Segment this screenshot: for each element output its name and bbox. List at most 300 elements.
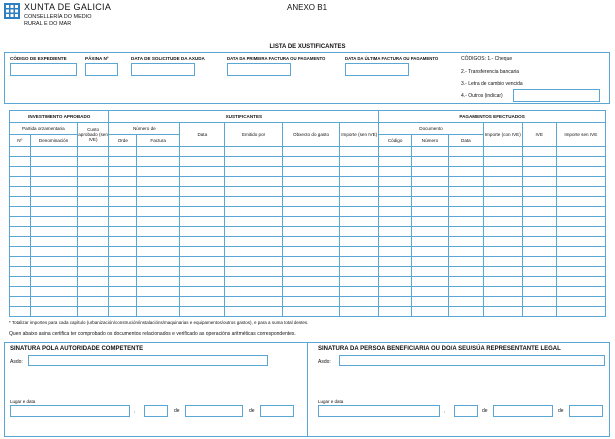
table-cell[interactable] [10, 177, 31, 187]
table-cell[interactable] [340, 307, 379, 317]
table-cell[interactable] [180, 217, 225, 227]
table-cell[interactable] [180, 297, 225, 307]
table-cell[interactable] [556, 177, 605, 187]
pagina-input[interactable] [85, 63, 118, 76]
table-cell[interactable] [340, 237, 379, 247]
table-cell[interactable] [137, 247, 180, 257]
table-cell[interactable] [282, 297, 339, 307]
table-cell[interactable] [109, 147, 137, 157]
table-cell[interactable] [282, 167, 339, 177]
outros-input[interactable] [513, 89, 600, 102]
table-cell[interactable] [448, 147, 483, 157]
table-cell[interactable] [109, 287, 137, 297]
table-cell[interactable] [522, 187, 556, 197]
table-cell[interactable] [412, 147, 449, 157]
table-cell[interactable] [448, 297, 483, 307]
table-cell[interactable] [109, 307, 137, 317]
table-cell[interactable] [448, 257, 483, 267]
right-de-1: de [482, 408, 488, 414]
table-cell[interactable] [522, 217, 556, 227]
table-cell[interactable] [340, 207, 379, 217]
table-cell[interactable] [483, 237, 522, 247]
table-cell[interactable] [522, 277, 556, 287]
right-day-input[interactable] [454, 405, 478, 417]
table-cell[interactable] [340, 277, 379, 287]
right-year-input[interactable] [569, 405, 603, 417]
table-cell[interactable] [137, 177, 180, 187]
table-cell[interactable] [137, 187, 180, 197]
table-cell[interactable] [483, 157, 522, 167]
table-cell[interactable] [30, 157, 77, 167]
primeira-factura-label: DATA DA PRIMEIRA FACTURA OU PAGAMENTO [227, 56, 326, 61]
table-row [10, 227, 606, 237]
table-cell[interactable] [109, 277, 137, 287]
left-de-2: de [249, 408, 255, 414]
table-cell[interactable] [483, 177, 522, 187]
table-cell[interactable] [10, 277, 31, 287]
left-de-1: de [174, 408, 180, 414]
table-cell[interactable] [412, 237, 449, 247]
table-cell[interactable] [412, 307, 449, 317]
table-row [10, 247, 606, 257]
table-cell[interactable] [109, 167, 137, 177]
table-cell[interactable] [522, 207, 556, 217]
table-cell[interactable] [180, 287, 225, 297]
table-cell[interactable] [225, 287, 282, 297]
table-cell[interactable] [412, 157, 449, 167]
table-cell[interactable] [77, 187, 109, 197]
table-cell[interactable] [109, 177, 137, 187]
table-cell[interactable] [340, 287, 379, 297]
table-cell[interactable] [379, 227, 412, 237]
table-cell[interactable] [448, 187, 483, 197]
table-cell[interactable] [10, 227, 31, 237]
codigo-2: 2.- Transferencia bancaria [461, 69, 520, 75]
table-cell[interactable] [30, 277, 77, 287]
table-cell[interactable] [448, 167, 483, 177]
right-lugar-input[interactable] [318, 405, 440, 417]
table-cell[interactable] [30, 307, 77, 317]
table-cell[interactable] [10, 297, 31, 307]
totalizar-note: * Totalizar importes para cada capítulo (urbanización/construción/instalacións/maquinarias e equipamentos/outros gastos), e para a suma total destes. [9, 320, 309, 325]
table-cell[interactable] [137, 267, 180, 277]
table-cell[interactable] [30, 147, 77, 157]
table-cell[interactable] [77, 307, 109, 317]
table-cell[interactable] [483, 277, 522, 287]
table-cell[interactable] [483, 207, 522, 217]
table-cell[interactable] [483, 167, 522, 177]
table-cell[interactable] [180, 237, 225, 247]
table-cell[interactable] [282, 187, 339, 197]
table-row [10, 187, 606, 197]
table-cell[interactable] [379, 277, 412, 287]
table-cell[interactable] [77, 147, 109, 157]
table-cell[interactable] [30, 247, 77, 257]
table-cell[interactable] [483, 147, 522, 157]
table-cell[interactable] [282, 227, 339, 237]
table-cell[interactable] [340, 297, 379, 307]
table-cell[interactable] [225, 277, 282, 287]
table-cell[interactable] [109, 257, 137, 267]
signatures-divider [307, 342, 308, 437]
table-cell[interactable] [137, 217, 180, 227]
table-cell[interactable] [379, 167, 412, 177]
table-cell[interactable] [522, 157, 556, 167]
table-cell[interactable] [412, 277, 449, 287]
table-cell[interactable] [137, 237, 180, 247]
table-cell[interactable] [522, 237, 556, 247]
table-cell[interactable] [282, 247, 339, 257]
table-cell[interactable] [522, 177, 556, 187]
table-cell[interactable] [556, 257, 605, 267]
table-cell[interactable] [109, 217, 137, 227]
table-cell[interactable] [10, 237, 31, 247]
table-cell[interactable] [77, 267, 109, 277]
table-cell[interactable] [109, 207, 137, 217]
solicitude-label: DATA DE SOLICITUDE DA AXUDA [131, 56, 205, 61]
table-cell[interactable] [412, 207, 449, 217]
table-cell[interactable] [556, 157, 605, 167]
table-cell[interactable] [137, 287, 180, 297]
table-cell[interactable] [412, 177, 449, 187]
table-cell[interactable] [109, 187, 137, 197]
table-cell[interactable] [412, 267, 449, 277]
table-cell[interactable] [282, 257, 339, 267]
table-row [10, 177, 606, 187]
table-cell[interactable] [77, 227, 109, 237]
table-cell[interactable] [77, 167, 109, 177]
table-cell[interactable] [282, 277, 339, 287]
table-cell[interactable] [109, 197, 137, 207]
table-cell[interactable] [225, 247, 282, 257]
expediente-input[interactable] [10, 63, 77, 76]
table-cell[interactable] [556, 287, 605, 297]
table-cell[interactable] [379, 187, 412, 197]
table-cell[interactable] [379, 217, 412, 227]
table-cell[interactable] [77, 217, 109, 227]
table-cell[interactable] [522, 287, 556, 297]
left-asdo-label: Asdo: [10, 359, 23, 365]
table-cell[interactable] [30, 167, 77, 177]
table-cell[interactable] [522, 147, 556, 157]
col-importe-sen: Importe (sen IVE) [340, 123, 379, 147]
table-cell[interactable] [180, 147, 225, 157]
table-cell[interactable] [109, 267, 137, 277]
table-cell[interactable] [483, 287, 522, 297]
table-cell[interactable] [556, 237, 605, 247]
table-cell[interactable] [412, 187, 449, 197]
table-cell[interactable] [448, 157, 483, 167]
table-cell[interactable] [109, 227, 137, 237]
col-factura: Factura [137, 135, 180, 147]
form-title: LISTA DE XUSTIFICANTES [269, 44, 346, 50]
table-cell[interactable] [225, 147, 282, 157]
table-cell[interactable] [282, 157, 339, 167]
table-cell[interactable] [180, 227, 225, 237]
table-cell[interactable] [412, 257, 449, 267]
table-cell[interactable] [180, 197, 225, 207]
table-cell[interactable] [10, 157, 31, 167]
table-cell[interactable] [282, 237, 339, 247]
pagina-label: PÁXINA Nº [85, 56, 109, 61]
table-cell[interactable] [137, 197, 180, 207]
table-cell[interactable] [282, 207, 339, 217]
table-cell[interactable] [77, 247, 109, 257]
table-cell[interactable] [522, 267, 556, 277]
table-cell[interactable] [412, 197, 449, 207]
table-cell[interactable] [137, 167, 180, 177]
table-cell[interactable] [379, 307, 412, 317]
primeira-factura-input[interactable] [227, 63, 291, 76]
table-cell[interactable] [340, 267, 379, 277]
table-cell[interactable] [137, 277, 180, 287]
table-cell[interactable] [10, 167, 31, 177]
table-cell[interactable] [340, 247, 379, 257]
table-cell[interactable] [522, 257, 556, 267]
table-cell[interactable] [340, 157, 379, 167]
right-month-input[interactable] [493, 405, 553, 417]
col-data2: Data [448, 135, 483, 147]
table-cell[interactable] [180, 307, 225, 317]
table-cell[interactable] [10, 247, 31, 257]
table-cell[interactable] [412, 247, 449, 257]
right-asdo-label: Asdo: [318, 359, 331, 365]
table-cell[interactable] [225, 207, 282, 217]
table-cell[interactable] [225, 267, 282, 277]
table-cell[interactable] [225, 237, 282, 247]
table-cell[interactable] [180, 187, 225, 197]
col-no: Nº [10, 135, 31, 147]
table-cell[interactable] [448, 237, 483, 247]
table-cell[interactable] [483, 297, 522, 307]
table-cell[interactable] [10, 197, 31, 207]
table-cell[interactable] [30, 287, 77, 297]
table-cell[interactable] [556, 217, 605, 227]
table-cell[interactable] [30, 207, 77, 217]
table-cell[interactable] [282, 287, 339, 297]
table-cell[interactable] [137, 297, 180, 307]
table-cell[interactable] [379, 197, 412, 207]
table-cell[interactable] [225, 157, 282, 167]
table-cell[interactable] [77, 177, 109, 187]
table-cell[interactable] [556, 207, 605, 217]
table-cell[interactable] [109, 297, 137, 307]
table-cell[interactable] [483, 257, 522, 267]
table-cell[interactable] [77, 297, 109, 307]
table-cell[interactable] [340, 167, 379, 177]
ultima-factura-input[interactable] [345, 63, 409, 76]
table-cell[interactable] [522, 197, 556, 207]
table-cell[interactable] [282, 147, 339, 157]
table-cell[interactable] [556, 297, 605, 307]
table-cell[interactable] [225, 227, 282, 237]
table-cell[interactable] [448, 207, 483, 217]
table-cell[interactable] [340, 257, 379, 267]
table-cell[interactable] [225, 257, 282, 267]
table-cell[interactable] [137, 157, 180, 167]
table-cell[interactable] [379, 237, 412, 247]
table-cell[interactable] [522, 227, 556, 237]
left-lugar-input[interactable] [10, 405, 130, 417]
table-cell[interactable] [448, 307, 483, 317]
table-cell[interactable] [556, 147, 605, 157]
table-cell[interactable] [109, 157, 137, 167]
table-cell[interactable] [77, 277, 109, 287]
table-cell[interactable] [77, 237, 109, 247]
table-cell[interactable] [412, 287, 449, 297]
left-month-input[interactable] [185, 405, 243, 417]
table-cell[interactable] [448, 287, 483, 297]
table-cell[interactable] [180, 267, 225, 277]
annex-label: ANEXO B1 [287, 3, 328, 12]
table-cell[interactable] [109, 247, 137, 257]
table-cell[interactable] [137, 227, 180, 237]
right-de-2: de [558, 408, 564, 414]
left-asdo-input[interactable] [28, 355, 268, 366]
table-cell[interactable] [522, 167, 556, 177]
table-cell[interactable] [379, 287, 412, 297]
table-cell[interactable] [30, 297, 77, 307]
table-cell[interactable] [77, 197, 109, 207]
table-cell[interactable] [180, 257, 225, 267]
table-cell[interactable] [448, 267, 483, 277]
table-cell[interactable] [483, 247, 522, 257]
table-cell[interactable] [10, 207, 31, 217]
table-cell[interactable] [522, 297, 556, 307]
table-cell[interactable] [340, 187, 379, 197]
table-cell[interactable] [10, 187, 31, 197]
table-cell[interactable] [137, 147, 180, 157]
table-cell[interactable] [340, 197, 379, 207]
table-cell[interactable] [180, 177, 225, 187]
table-cell[interactable] [109, 237, 137, 247]
table-cell[interactable] [30, 227, 77, 237]
table-cell[interactable] [483, 187, 522, 197]
table-cell[interactable] [282, 217, 339, 227]
table-cell[interactable] [522, 307, 556, 317]
table-cell[interactable] [225, 217, 282, 227]
table-cell[interactable] [180, 277, 225, 287]
table-cell[interactable] [30, 267, 77, 277]
table-row [10, 287, 606, 297]
table-cell[interactable] [340, 147, 379, 157]
table-cell[interactable] [556, 267, 605, 277]
table-cell[interactable] [30, 187, 77, 197]
table-cell[interactable] [180, 157, 225, 167]
table-cell[interactable] [10, 287, 31, 297]
table-cell[interactable] [412, 227, 449, 237]
table-cell[interactable] [483, 307, 522, 317]
table-cell[interactable] [556, 277, 605, 287]
table-cell[interactable] [137, 207, 180, 217]
table-cell[interactable] [77, 157, 109, 167]
table-cell[interactable] [412, 217, 449, 227]
table-cell[interactable] [77, 207, 109, 217]
table-cell[interactable] [30, 177, 77, 187]
table-cell[interactable] [556, 197, 605, 207]
table-cell[interactable] [30, 237, 77, 247]
right-comma: , [444, 408, 446, 413]
col-ive: IVE [522, 123, 556, 147]
table-cell[interactable] [483, 197, 522, 207]
table-cell[interactable] [379, 297, 412, 307]
table-cell[interactable] [379, 257, 412, 267]
table-cell[interactable] [137, 257, 180, 267]
table-cell[interactable] [225, 187, 282, 197]
table-cell[interactable] [556, 307, 605, 317]
table-cell[interactable] [448, 217, 483, 227]
table-cell[interactable] [10, 257, 31, 267]
table-cell[interactable] [10, 307, 31, 317]
group-pagamentos: PAGAMENTOS EFECTUADOS [379, 111, 606, 123]
solicitude-input[interactable] [131, 63, 195, 76]
table-row [10, 257, 606, 267]
table-cell[interactable] [448, 277, 483, 287]
table-cell[interactable] [412, 167, 449, 177]
table-cell[interactable] [180, 167, 225, 177]
table-cell[interactable] [225, 297, 282, 307]
left-day-input[interactable] [144, 405, 168, 417]
table-cell[interactable] [522, 247, 556, 257]
table-cell[interactable] [483, 227, 522, 237]
table-cell[interactable] [225, 167, 282, 177]
table-cell[interactable] [448, 177, 483, 187]
table-cell[interactable] [340, 217, 379, 227]
table-cell[interactable] [77, 287, 109, 297]
table-cell[interactable] [379, 207, 412, 217]
table-cell[interactable] [379, 247, 412, 257]
table-cell[interactable] [10, 267, 31, 277]
table-cell[interactable] [379, 157, 412, 167]
table-cell[interactable] [137, 307, 180, 317]
table-cell[interactable] [77, 257, 109, 267]
table-cell[interactable] [225, 307, 282, 317]
table-cell[interactable] [30, 217, 77, 227]
table-cell[interactable] [556, 247, 605, 257]
table-cell[interactable] [448, 247, 483, 257]
left-lugar-data-label: Lugar e data [10, 399, 36, 404]
right-asdo-input[interactable] [339, 355, 605, 366]
table-cell[interactable] [30, 257, 77, 267]
left-year-input[interactable] [260, 405, 294, 417]
table-cell[interactable] [556, 227, 605, 237]
table-cell[interactable] [282, 177, 339, 187]
col-codigo: Código [379, 135, 412, 147]
table-cell[interactable] [448, 227, 483, 237]
table-cell[interactable] [10, 217, 31, 227]
table-cell[interactable] [412, 297, 449, 307]
table-cell[interactable] [225, 197, 282, 207]
table-cell[interactable] [483, 217, 522, 227]
table-cell[interactable] [340, 177, 379, 187]
table-cell[interactable] [556, 187, 605, 197]
table-cell[interactable] [379, 267, 412, 277]
table-cell[interactable] [483, 267, 522, 277]
table-cell[interactable] [180, 247, 225, 257]
table-cell[interactable] [340, 227, 379, 237]
table-cell[interactable] [282, 267, 339, 277]
table-cell[interactable] [379, 177, 412, 187]
table-cell[interactable] [379, 147, 412, 157]
table-cell[interactable] [30, 197, 77, 207]
table-cell[interactable] [556, 167, 605, 177]
table-cell[interactable] [282, 307, 339, 317]
table-cell[interactable] [10, 147, 31, 157]
table-cell[interactable] [448, 197, 483, 207]
table-cell[interactable] [282, 197, 339, 207]
table-cell[interactable] [180, 207, 225, 217]
table-cell[interactable] [225, 177, 282, 187]
